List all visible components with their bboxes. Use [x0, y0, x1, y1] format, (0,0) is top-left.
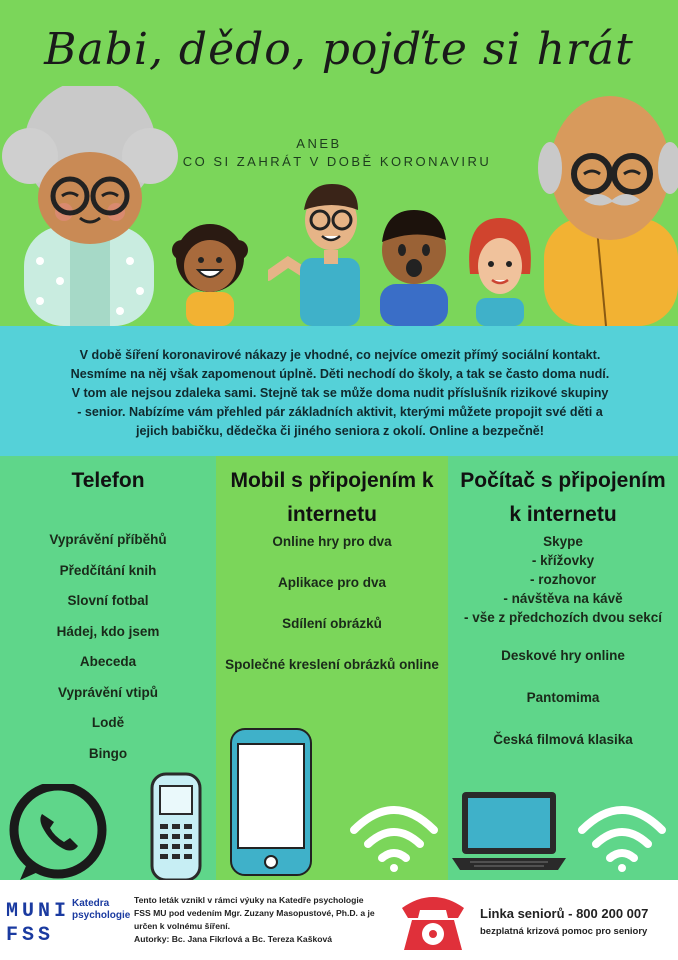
column-title-mobil-line1: Mobil s připojením k: [230, 469, 434, 492]
list-item: Online hry pro dva: [272, 534, 392, 549]
list-item: - rozhovor: [530, 572, 596, 587]
list-item: Česká filmová klasika: [493, 732, 633, 747]
muni-logo-line1: MUNI: [6, 900, 71, 923]
grandpa-illustration: [534, 88, 678, 326]
intro-text: V době šíření koronavirové nákazy je vhodné, co nejvíce omezit přímý sociální kontakt. Nesmíme na něj však zapomenout úplně. Děti nechodí do školy, a tak se často doma nudí. V tom ale nejsou zdaleka sami. Stejně tak se může doma nudit příslušník rizikové skupiny - senior. Nabízíme vám přehled pár základních aktivit, kterými můžete propojit své děti a jejich babičku, dědečka či jiného seniora z okolí. Online a bezpečně!: [70, 348, 610, 438]
katedra-label: [72, 898, 130, 922]
girl-illustration: [172, 216, 248, 326]
whatsapp-icon: [8, 784, 108, 880]
column-mobil: [216, 456, 448, 880]
list-item: Společné kreslení obrázků online: [225, 657, 439, 672]
smartphone-icon: [228, 726, 314, 878]
list-item: Bingo: [88, 745, 128, 761]
column-title-pocitac-line1: Počítač s připojením: [460, 469, 666, 492]
credits-line: Tento leták vznikl v rámci výuky na Katedře psychologie: [134, 895, 364, 905]
hotline-title: Linka seniorů - 800 200 007: [480, 906, 649, 921]
column-pocitac: [448, 456, 678, 880]
list-item: Lodě: [91, 715, 125, 730]
katedra-line2: psychologie: [72, 910, 131, 921]
katedra-line1: Katedra: [72, 898, 110, 909]
list-item: - návštěva na kávě: [503, 591, 623, 606]
credits-authors: Autorky: Bc. Jana Fikrlová a Bc. Tereza Kašková: [134, 934, 333, 944]
muni-logo-line2: FSS: [6, 924, 55, 947]
column-telefon: [0, 456, 216, 880]
list-mobil: [216, 534, 448, 698]
credits-line: určen k volnému šíření.: [134, 921, 230, 931]
column-title-pocitac-line2: k internetu: [509, 503, 617, 526]
list-item: Skype: [543, 534, 583, 549]
column-title-mobil: [216, 456, 448, 532]
old-phone-icon: [148, 770, 204, 880]
column-title-mobil-line2: internetu: [287, 503, 377, 526]
list-item: Vyprávění příběhů: [49, 532, 167, 547]
subtitle-aneb: ANEB: [296, 136, 342, 151]
list-item: Abeceda: [79, 654, 137, 669]
list-item: Slovní fotbal: [67, 593, 149, 608]
laptop-icon: [450, 788, 568, 874]
rotary-phone-icon: [398, 890, 468, 952]
column-title-telefon: Telefon: [71, 469, 145, 492]
credits-line: FSS MU pod vedením Mgr. Zuzany Masopustové, Ph.D. a je: [134, 908, 375, 918]
muni-logo: [6, 900, 70, 948]
column-title-pocitac: [448, 456, 678, 532]
page-title: Babi, dědo, pojďte si hrát: [44, 24, 634, 75]
father-illustration: [268, 180, 378, 326]
intro-band: [0, 326, 678, 456]
boy-illustration: [366, 206, 462, 326]
list-item: Pantomima: [526, 690, 600, 705]
list-item: Vyprávění vtipů: [57, 684, 159, 700]
hero-banner: [0, 0, 678, 326]
credits-note: [134, 894, 398, 946]
list-item: Aplikace pro dva: [277, 575, 387, 590]
list-telefon: [0, 532, 216, 776]
wifi-icon: [350, 802, 438, 872]
mother-illustration: [462, 214, 538, 326]
list-item: - vše z předchozích dvou sekcí: [463, 610, 663, 625]
list-item: - křížovky: [531, 553, 595, 568]
list-item: Deskové hry online: [501, 648, 625, 663]
grandma-illustration: [0, 86, 190, 326]
subtitle-main: CO SI ZAHRÁT V DOBĚ KORONAVIRU: [182, 154, 492, 169]
list-item: Hádej, kdo jsem: [56, 623, 160, 639]
wifi-icon: [578, 802, 666, 872]
list-item: Předčítání knih: [59, 562, 157, 578]
list-item: Sdílení obrázků: [282, 616, 382, 631]
list-pocitac: [448, 534, 678, 774]
footer: [0, 880, 678, 960]
hotline-subtitle: bezplatná krizová pomoc pro seniory: [480, 926, 648, 937]
